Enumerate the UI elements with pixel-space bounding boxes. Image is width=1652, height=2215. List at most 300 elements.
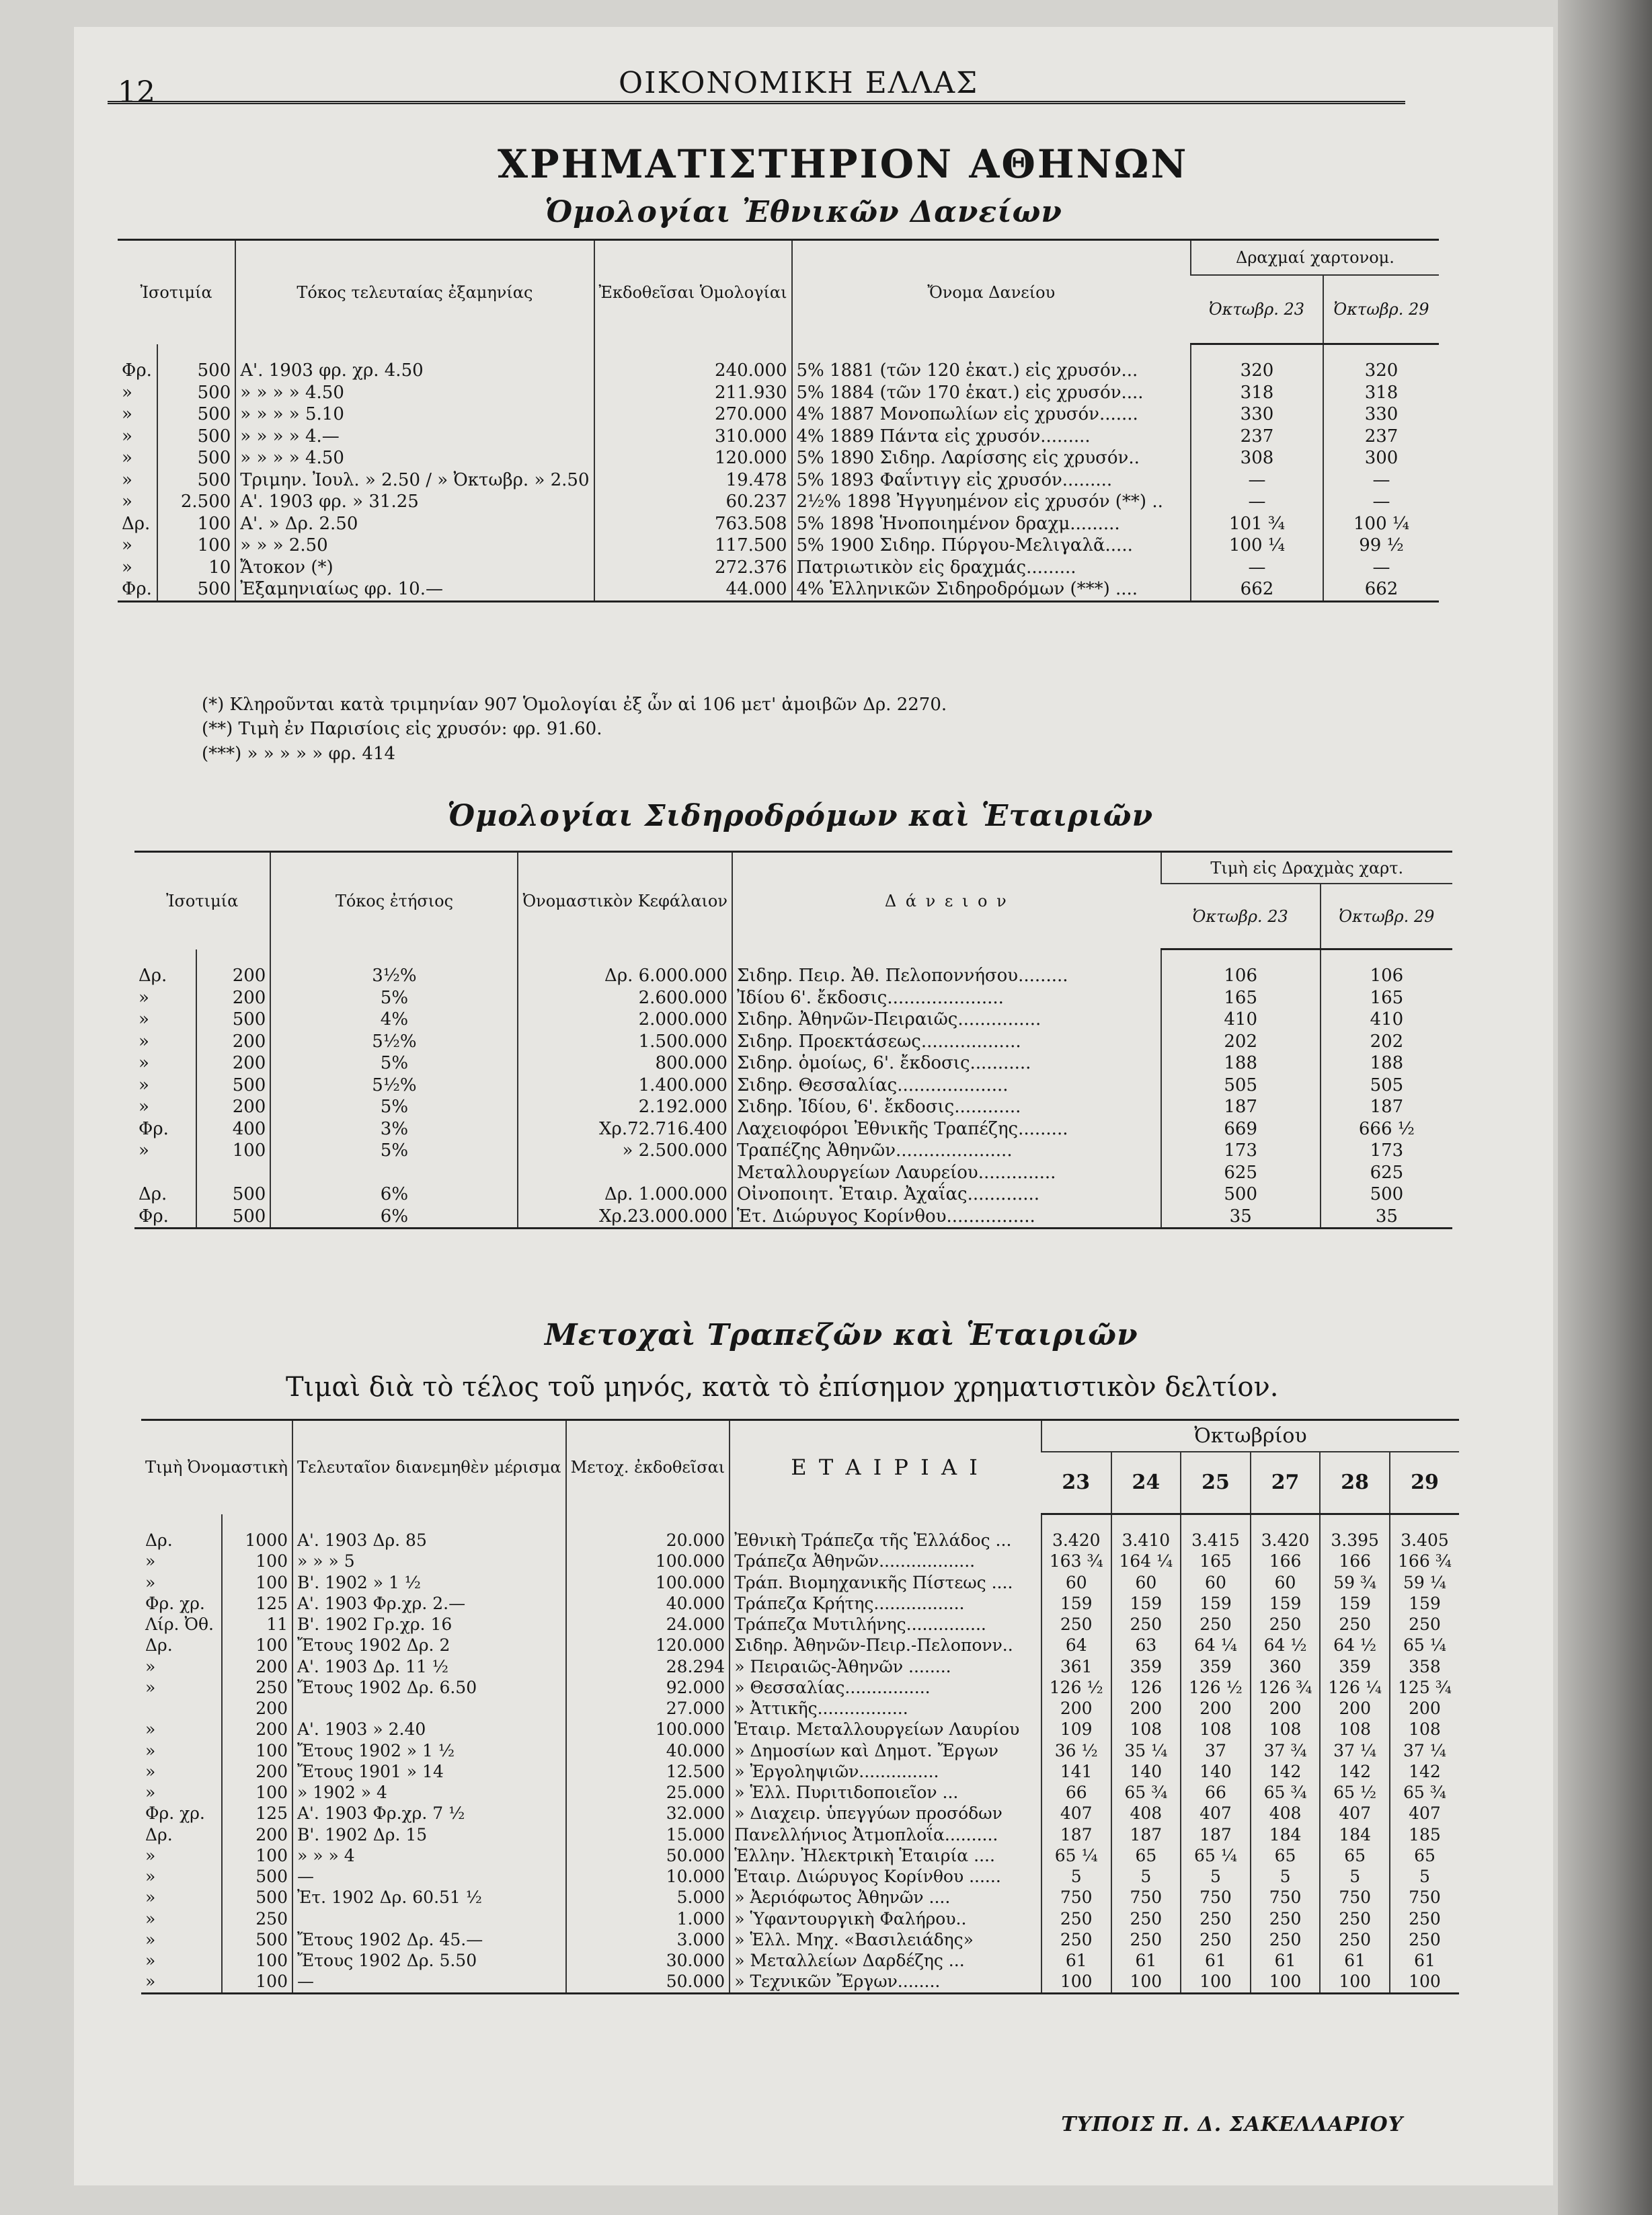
table-cell: »	[145, 1867, 156, 1886]
table-cell: 37 ¼	[1390, 1740, 1459, 1761]
main-title: ΧΡΗΜΑΤΙΣΤΗΡΙΟΝ ΑΘΗΝΩΝ	[498, 141, 1189, 187]
table-cell	[518, 1162, 732, 1184]
table-cell: 63	[1111, 1635, 1181, 1656]
table-cell: Α'. 1903 » 2.40	[292, 1719, 566, 1740]
table-cell: —	[292, 1971, 566, 1993]
table-cell: Δρ.	[139, 966, 167, 986]
table-cell: 250	[1041, 1908, 1111, 1929]
table-cell: 100.000	[566, 1551, 730, 1571]
table-cell: »	[122, 492, 132, 512]
share-row	[141, 1908, 1459, 1929]
share-row	[141, 1635, 1459, 1656]
table-cell: »	[145, 1761, 156, 1781]
table-cell: 202	[1321, 1031, 1452, 1053]
table-cell: 100	[222, 1635, 292, 1656]
table-cell: 250	[1181, 1908, 1251, 1929]
table-cell: 19.478	[594, 469, 792, 492]
table-cell: »	[139, 1009, 149, 1029]
table-cell	[141, 1698, 222, 1719]
table-cell: Λίρ. Ὀθ.	[145, 1615, 214, 1634]
table-cell: 106	[1161, 965, 1321, 987]
section1-title: Ὁμολογίαι Ἐθνικῶν Δανείων	[545, 195, 1062, 229]
col-day-25: 25	[1181, 1452, 1251, 1514]
table-cell: 60.237	[594, 491, 792, 513]
table-cell: 250	[1041, 1929, 1111, 1950]
table-cell: 200	[1111, 1698, 1181, 1719]
table-cell: 120.000	[566, 1635, 730, 1656]
table-cell: Οἰνοποιητ. Ἑταιρ. Ἀχαΐας.............	[732, 1183, 1161, 1206]
table-cell: Ἔτους 1901 » 14	[292, 1761, 566, 1782]
table-cell: 184	[1320, 1824, 1390, 1845]
table-cell: 5.000	[566, 1887, 730, 1908]
table-cell: 200	[196, 987, 271, 1009]
loan-row	[118, 447, 1439, 469]
table-cell: 3.000	[566, 1929, 730, 1950]
table-cell: Δρ.	[145, 1824, 173, 1844]
spacer-row	[118, 344, 1439, 360]
col-companies: Ε Τ Α Ι Ρ Ι Α Ι	[730, 1420, 1041, 1514]
col-day-24: 24	[1111, 1452, 1181, 1514]
col-loan-name: Ὄνομα Δανείου	[792, 240, 1191, 344]
table-cell: Σιδηρ. ὁμοίως, 6'. ἔκδοσις...........	[732, 1052, 1161, 1075]
table-cell: 187	[1161, 1096, 1321, 1118]
table-cell: 500	[196, 1009, 271, 1031]
table-cell: 125	[222, 1593, 292, 1614]
table-cell: 99 ½	[1323, 535, 1439, 557]
table-cell: Ἰδίου 6'. ἔκδοσις.....................	[732, 987, 1161, 1009]
table-cell: 5% 1893 Φαΐντιγγ εἰς χρυσόν.........	[792, 469, 1191, 492]
bond-row	[134, 1118, 1452, 1140]
bond-row	[134, 1052, 1452, 1075]
bond-row	[134, 1206, 1452, 1229]
table-cell: 159	[1251, 1593, 1321, 1614]
table-cell: 100	[157, 513, 236, 535]
table-cell: 65 ¾	[1251, 1782, 1321, 1803]
table-cell: 142	[1251, 1761, 1321, 1782]
table-cell: Φρ.	[122, 360, 152, 381]
table-cell: 36 ½	[1041, 1740, 1111, 1761]
table-cell: 237	[1191, 426, 1323, 448]
table-cell	[270, 1162, 518, 1184]
table-cell: 108	[1181, 1719, 1251, 1740]
table-cell: 750	[1111, 1887, 1181, 1908]
loan-row	[118, 360, 1439, 382]
table-cell: 15.000	[566, 1824, 730, 1845]
bond-row	[134, 1031, 1452, 1053]
table-cell: 505	[1161, 1075, 1321, 1097]
section3-subtitle: Τιμαὶ διὰ τὸ τέλος τοῦ μηνός, κατὰ τὸ ἐπίσημον χρηματιστικὸν δελτίον.	[286, 1372, 1279, 1403]
table-cell: 109	[1041, 1719, 1111, 1740]
table-cell: 500	[157, 578, 236, 601]
table-cell: 163 ¾	[1041, 1551, 1111, 1571]
bond-row	[134, 1096, 1452, 1118]
table-cell: 165	[1181, 1551, 1251, 1571]
table-cell: »	[141, 1971, 222, 1993]
table-cell: 408	[1111, 1803, 1181, 1824]
table-cell: 200	[196, 1031, 271, 1053]
table-cell: 359	[1181, 1656, 1251, 1677]
col-dividend: Τελευταῖον διανεμηθὲν μέρισμα	[292, 1420, 566, 1514]
table-cell: Τράπ. Βιομηχανικῆς Πίστεως ....	[730, 1572, 1041, 1593]
table-cell: » » » » 4.—	[235, 426, 594, 448]
table-cell: 500	[1161, 1183, 1321, 1206]
table-cell: 666 ½	[1321, 1118, 1452, 1140]
table-cell: 5%	[270, 987, 518, 1009]
table-cell: »	[139, 1075, 149, 1095]
table-cell: 200	[222, 1761, 292, 1782]
table-cell: 250	[1390, 1614, 1459, 1635]
table-cell: 50.000	[566, 1971, 730, 1993]
table-cell: 407	[1390, 1803, 1459, 1824]
table-cell: 5½%	[270, 1075, 518, 1097]
table-cell: 5% 1890 Σιδηρ. Λαρίσσης εἰς χρυσόν..	[792, 447, 1191, 469]
table-cell: »	[145, 1845, 156, 1865]
table-cell: 65	[1320, 1845, 1390, 1866]
table-cell: 500	[196, 1183, 271, 1206]
table-cell: 126 ¼	[1320, 1677, 1390, 1698]
table-cell: 65 ¾	[1111, 1782, 1181, 1803]
table-cell: » 1902 » 4	[292, 1782, 566, 1803]
table-cell: »	[122, 448, 132, 468]
table-cell: 60	[1111, 1572, 1181, 1593]
table-cell: 40.000	[566, 1740, 730, 1761]
table-cell: »	[145, 1951, 156, 1970]
col-issued: Ἐκδοθεῖσαι Ὁμολογίαι	[594, 240, 792, 344]
table-cell: 185	[1390, 1824, 1459, 1845]
table-cell: 200	[196, 1096, 271, 1118]
table-cell: » Ἑλλ. Πυριτιδοποιεῖον ...	[730, 1782, 1041, 1803]
table-cell: Τραπέζης Ἀθηνῶν.....................	[732, 1140, 1161, 1162]
table-cell: 10.000	[566, 1866, 730, 1887]
table-cell: 250	[1251, 1614, 1321, 1635]
table-cell: 500	[222, 1887, 292, 1908]
table-cell: 410	[1321, 1009, 1452, 1031]
running-title: ΟΙΚΟΝΟΜΙΚΗ ΕΛΛΑΣ	[619, 66, 979, 100]
table-cell: 188	[1321, 1052, 1452, 1075]
table-cell: 3.395	[1320, 1530, 1390, 1551]
table-cell: Α'. 1903 Φρ.χρ. 7 ½	[292, 1803, 566, 1824]
table-cell: 166 ¾	[1390, 1551, 1459, 1571]
table-cell: 108	[1320, 1719, 1390, 1740]
loan-row	[118, 578, 1439, 601]
loan-row	[118, 426, 1439, 448]
table-cell: 750	[1390, 1887, 1459, 1908]
table-cell: 126 ¾	[1251, 1677, 1321, 1698]
table-cell: 32.000	[566, 1803, 730, 1824]
table-cell: 500	[157, 360, 236, 382]
table-cell: 100.000	[566, 1719, 730, 1740]
table-cell: » » » » 4.50	[235, 382, 594, 404]
table-cell: 140	[1111, 1761, 1181, 1782]
share-row	[141, 1740, 1459, 1761]
table-cell: 360	[1251, 1656, 1321, 1677]
share-row	[141, 1572, 1459, 1593]
table-cell: Ἄτοκον (*)	[235, 557, 594, 579]
table-cell: 361	[1041, 1656, 1111, 1677]
col-month: Ὀκτωβρίου	[1041, 1420, 1459, 1452]
table-cell: 500	[157, 403, 236, 426]
table-cell: 100	[1111, 1971, 1181, 1993]
table-cell: 166	[1251, 1551, 1321, 1571]
table-cell: 2.600.000	[518, 987, 732, 1009]
table-cell: 30.000	[566, 1950, 730, 1971]
table-cell: »	[139, 1097, 149, 1117]
table-cell: 330	[1323, 403, 1439, 426]
table-cell: 141	[1041, 1761, 1111, 1782]
loan-row	[118, 382, 1439, 404]
table-cell: Ἑταιρ. Μεταλλουργείων Λαυρίου	[730, 1719, 1041, 1740]
table-cell: 250	[1181, 1929, 1251, 1950]
table-cell: »	[145, 1656, 156, 1676]
table-cell: 61	[1111, 1950, 1181, 1971]
table-cell: 92.000	[566, 1677, 730, 1698]
table-cell: 320	[1323, 360, 1439, 382]
table-cell: 500	[157, 382, 236, 404]
spacer-row	[134, 949, 1452, 966]
table-cell: 310.000	[594, 426, 792, 448]
table-cell: 250	[1320, 1908, 1390, 1929]
table-cell: 407	[1041, 1803, 1111, 1824]
table-cell: 59 ¼	[1390, 1572, 1459, 1593]
printer-footer: ΤΥΠΟΙΣ Π. Δ. ΣΑΚΕΛΛΑΡΙΟΥ	[1061, 2113, 1403, 2136]
share-row	[141, 1719, 1459, 1740]
table-cell: 320	[1191, 360, 1323, 382]
table-cell: » Ἑλλ. Μηχ. «Βασιλειάδης»	[730, 1929, 1041, 1950]
table-cell: —	[1323, 557, 1439, 579]
table-cell: »	[145, 1929, 156, 1949]
table-cell: 5% 1900 Σιδηρ. Πύργου-Μελιγαλᾶ.....	[792, 535, 1191, 557]
table-cell: »	[122, 557, 132, 578]
table-cell: 200	[196, 1052, 271, 1075]
table-cell: 40.000	[566, 1593, 730, 1614]
section2-title: Ὁμολογίαι Σιδηροδρόμων καὶ Ἑταιριῶν	[447, 799, 1154, 833]
share-row	[141, 1614, 1459, 1635]
table-cell: 64 ½	[1320, 1635, 1390, 1656]
table-cell: 173	[1321, 1140, 1452, 1162]
table-cell: 37	[1181, 1740, 1251, 1761]
table-cell: 187	[1041, 1824, 1111, 1845]
table-cell: Σιδηρ. Ἀθηνῶν-Πειραιῶς...............	[732, 1009, 1161, 1031]
table-cell: 100	[222, 1551, 292, 1571]
table-cell: 100	[222, 1971, 292, 1993]
loan-row	[118, 513, 1439, 535]
table-cell: 750	[1181, 1887, 1251, 1908]
table-cell: 237	[1323, 426, 1439, 448]
table-cell: Α'. 1903 φρ. χρ. 4.50	[235, 360, 594, 382]
table-cell: 500	[196, 1075, 271, 1097]
table-cell: 61	[1041, 1950, 1111, 1971]
table-cell: » » » » 5.10	[235, 403, 594, 426]
table-cell: 308	[1191, 447, 1323, 469]
table-cell: 159	[1181, 1593, 1251, 1614]
table-cell: 1.500.000	[518, 1031, 732, 1053]
table-cell: 108	[1251, 1719, 1321, 1740]
table-cell: 100	[222, 1782, 292, 1803]
table-cell: 410	[1161, 1009, 1321, 1031]
table-cell: 100	[1251, 1971, 1321, 1993]
table-cell: 100	[222, 1572, 292, 1593]
table-cell: 35	[1161, 1206, 1321, 1229]
table-cell: » Διαχειρ. ὑπεγγύων προσόδων	[730, 1803, 1041, 1824]
table-cell: 750	[1251, 1887, 1321, 1908]
table-cell: 35 ¼	[1111, 1740, 1181, 1761]
table-cell: 166	[1320, 1551, 1390, 1571]
loan-row	[118, 557, 1439, 579]
table-cell: 100	[1320, 1971, 1390, 1993]
table-cell: 750	[1320, 1887, 1390, 1908]
table-cell: Β'. 1902 Δρ. 15	[292, 1824, 566, 1845]
table-cell: 5%	[270, 1052, 518, 1075]
table-cell: 4% 1889 Πάντα εἰς χρυσόν.........	[792, 426, 1191, 448]
table-cell: Ἔτους 1902 Δρ. 45.—	[292, 1929, 566, 1950]
share-row	[141, 1551, 1459, 1571]
share-row	[141, 1677, 1459, 1698]
col-day-28: 28	[1320, 1452, 1390, 1514]
table-cell: 64 ½	[1251, 1635, 1321, 1656]
table-cell: 173	[1161, 1140, 1321, 1162]
table-cell: 65 ¼	[1181, 1845, 1251, 1866]
table-cell: 250	[222, 1908, 292, 1929]
table-cell: Δρ. 6.000.000	[518, 965, 732, 987]
table-cell: —	[1323, 491, 1439, 513]
table-cell: 250	[1041, 1614, 1111, 1635]
table-cell: » Πειραιῶς-Ἀθηνῶν ........	[730, 1656, 1041, 1677]
table-cell: 101 ¾	[1191, 513, 1323, 535]
col-price-group: Τιμὴ εἰς Δραχμὰς χαρτ.	[1161, 852, 1452, 884]
table-cell: 500	[222, 1866, 292, 1887]
share-row	[141, 1845, 1459, 1866]
table-cell: » Ἀεριόφωτος Ἀθηνῶν ....	[730, 1887, 1041, 1908]
table-cell: 159	[1320, 1593, 1390, 1614]
table-cell: 200	[1181, 1698, 1251, 1719]
table-cell: 200	[1251, 1698, 1321, 1719]
table-cell: 5% 1881 (τῶν 120 ἑκατ.) εἰς χρυσόν...	[792, 360, 1191, 382]
table-cell: 59 ¾	[1320, 1572, 1390, 1593]
table-cell: 500	[222, 1929, 292, 1950]
table-cell: Φρ.	[134, 1206, 196, 1229]
table-cell: 100	[1181, 1971, 1251, 1993]
table-cell: Ἔτους 1902 Δρ. 2	[292, 1635, 566, 1656]
table-cell: » 2.500.000	[518, 1140, 732, 1162]
table-cell: 250	[1320, 1929, 1390, 1950]
table-cell: 359	[1320, 1656, 1390, 1677]
table-cell: 250	[1251, 1908, 1321, 1929]
table-cell: 125	[222, 1803, 292, 1824]
section3-title: Μετοχαὶ Τραπεζῶν καὶ Ἑταιριῶν	[545, 1318, 1138, 1352]
table-cell: Ἐξαμηνιαίως φρ. 10.—	[235, 578, 594, 601]
table-cell: 164 ¼	[1111, 1551, 1181, 1571]
table-cell: 100	[222, 1950, 292, 1971]
table-cell: 250	[1251, 1929, 1321, 1950]
table-cell: 60	[1181, 1572, 1251, 1593]
section1-notes	[202, 693, 947, 766]
table-cell: 64	[1041, 1635, 1111, 1656]
bond-row	[134, 965, 1452, 987]
table-cell: 200	[222, 1656, 292, 1677]
table-cell: 318	[1323, 382, 1439, 404]
table-cell: 100	[1390, 1971, 1459, 1993]
share-row	[141, 1866, 1459, 1887]
table-cell: 27.000	[566, 1698, 730, 1719]
table-cell: »	[145, 1551, 156, 1571]
table-cell: 35	[1321, 1206, 1452, 1229]
table-cell: 100	[222, 1845, 292, 1866]
col-nominal: Τιμὴ Ὀνομαστικὴ	[141, 1420, 292, 1514]
table-cell: 211.930	[594, 382, 792, 404]
table-cell: 65 ½	[1320, 1782, 1390, 1803]
note-2: (**) Τιμὴ ἐν Παρισίοις εἰς χρυσόν: φρ. 91.60.	[202, 719, 602, 740]
national-loans-table	[118, 239, 1439, 603]
table-cell: » Δημοσίων καὶ Δημοτ. Ἔργων	[730, 1740, 1041, 1761]
bond-row	[134, 1009, 1452, 1031]
table-cell: »	[145, 1677, 156, 1697]
table-cell: »	[139, 1031, 149, 1052]
table-cell: » » » 4	[292, 1845, 566, 1866]
table-cell: Σιδηρ. Πειρ. Ἀθ. Πελοποννήσου.........	[732, 965, 1161, 987]
table-cell: Σιδηρ. Προεκτάσεως..................	[732, 1031, 1161, 1053]
table-cell: 65 ¼	[1041, 1845, 1111, 1866]
col-loan: Δ ά ν ε ι ο ν	[732, 852, 1161, 949]
table-cell: 100 ¼	[1191, 535, 1323, 557]
table-cell	[292, 1908, 566, 1929]
table-cell: 625	[1321, 1162, 1452, 1184]
loan-row	[118, 403, 1439, 426]
table-cell: 1.000	[566, 1908, 730, 1929]
table-cell: 662	[1191, 578, 1323, 601]
table-cell: 330	[1191, 403, 1323, 426]
table-cell: 65	[1251, 1845, 1321, 1866]
table-cell: 100	[1041, 1971, 1111, 1993]
table-cell: 20.000	[566, 1530, 730, 1551]
table-cell: 5	[1041, 1866, 1111, 1887]
table-cell: »	[145, 1740, 156, 1760]
table-cell: 5	[1111, 1866, 1181, 1887]
table-cell: 318	[1191, 382, 1323, 404]
table-cell: 662	[1323, 578, 1439, 601]
table-cell: 61	[1181, 1950, 1251, 1971]
col-coupon: Τόκος ἐτήσιος	[270, 852, 518, 949]
table-cell: Πανελλήνιος Ἀτμοπλοΐα..........	[730, 1824, 1041, 1845]
table-cell: Α'. 1903 φρ. » 31.25	[235, 491, 594, 513]
table-cell: Δρ.	[145, 1635, 173, 1656]
table-cell: 3.405	[1390, 1530, 1459, 1551]
table-cell: »	[122, 535, 132, 555]
table-cell: 5	[1390, 1866, 1459, 1887]
book-gutter	[1558, 0, 1652, 2215]
table-cell: 500	[157, 426, 236, 448]
share-row	[141, 1656, 1459, 1677]
table-cell: Λαχειοφόροι Ἐθνικῆς Τραπέζης.........	[732, 1118, 1161, 1140]
table-cell: » Τεχνικῶν Ἔργων........	[730, 1971, 1041, 1993]
table-cell: » Ὑφαντουργικὴ Φαλήρου..	[730, 1908, 1041, 1929]
table-cell: 100	[157, 535, 236, 557]
bond-row	[134, 1183, 1452, 1206]
table-cell	[196, 1162, 271, 1184]
table-cell: 200	[1390, 1698, 1459, 1719]
table-cell: »	[139, 987, 149, 1008]
table-cell: Τράπεζα Μυτιλήνης...............	[730, 1614, 1041, 1635]
table-cell: 165	[1321, 987, 1452, 1009]
table-cell: Σιδηρ. Ἀθηνῶν-Πειρ.-Πελοπονν..	[730, 1635, 1041, 1656]
col-date-29: Ὀκτωβρ. 29	[1323, 275, 1439, 344]
table-cell: 505	[1321, 1075, 1452, 1097]
col-date-29: Ὀκτωβρ. 29	[1321, 884, 1452, 949]
share-row	[141, 1803, 1459, 1824]
table-cell: 11	[222, 1614, 292, 1635]
table-cell: —	[1191, 491, 1323, 513]
table-cell: 159	[1111, 1593, 1181, 1614]
col-date-23: Ὀκτωβρ. 23	[1191, 275, 1323, 344]
